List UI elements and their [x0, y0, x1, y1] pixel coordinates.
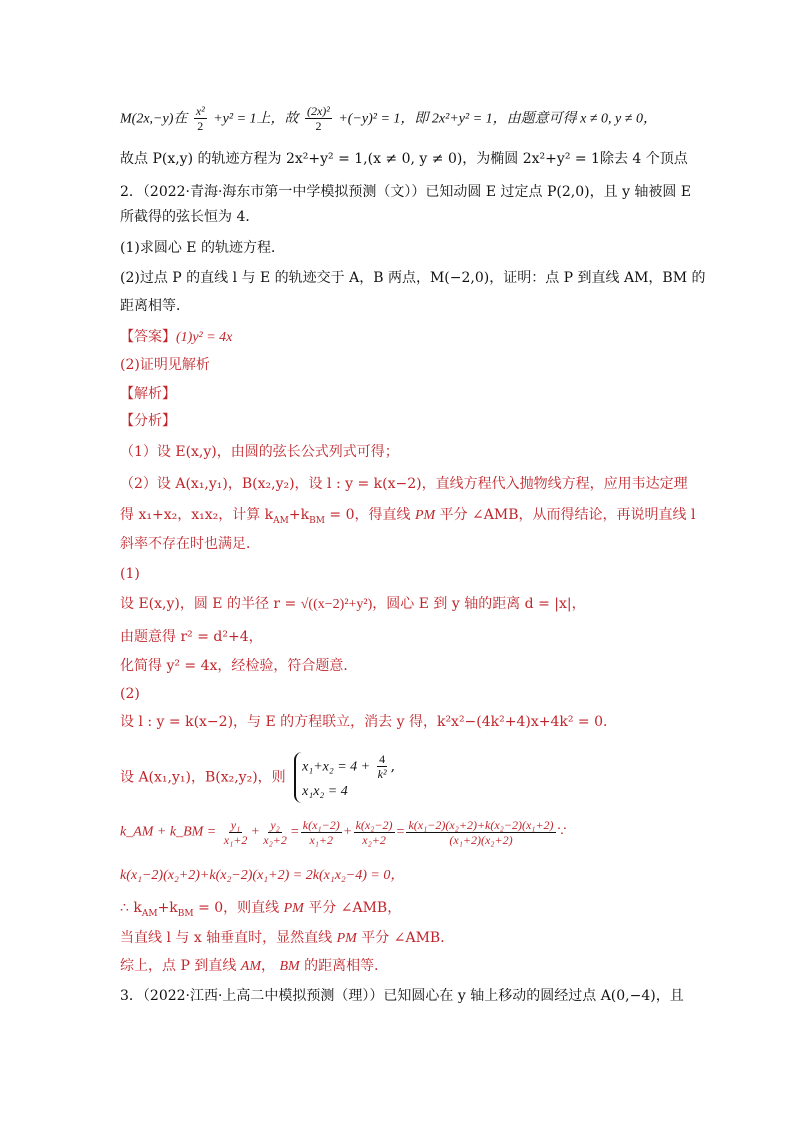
line-5: (1)求圆心 E 的轨迹方程．: [120, 240, 285, 256]
text-seg: ∴ k: [120, 900, 142, 916]
numerator: x²: [195, 104, 205, 118]
denominator: 2: [197, 119, 204, 133]
text-seg: = 0，得直线: [324, 507, 415, 523]
equation-system: [294, 752, 395, 803]
text-seg: PM: [283, 901, 304, 916]
denominator: k²: [377, 767, 387, 781]
fraction: [376, 752, 389, 781]
line-slope-sum: k_AM + k_BM = $\frac{\text{y₁}}{\text{x₁+2}}$ + $\frac{\text{y₂}}{\text{x₂+2}}$ = $\frac{\text{k(x₁−2)}}{\text{x₁+2}}$ + $\frac{\text{k(x₂−2)}}{\text{x₂+2}}$ = $\frac{\text{k(x₁−2)(x₂+2)+k(x₂−2)(x₁+2)}}{\text{(x₁+2)(x₂+2)}}$ ∵: [120, 818, 567, 847]
text-seg: +(−y)² = 1，即 2x²+y² = 1，由题意可得 x ≠ 0, y ≠ 0，: [338, 111, 657, 127]
subscript: AM: [141, 908, 158, 919]
numerator: 4: [379, 752, 386, 766]
line-4: 所截得的弦长恒为 4．: [120, 209, 260, 225]
line-24: [120, 898, 684, 924]
text-seg: 平分 ∠AMB，: [303, 900, 402, 916]
answer-label: 【答案】: [120, 329, 176, 345]
reasoning-label: 【分析】: [120, 413, 176, 429]
text-seg: k_AM + k_BM =: [120, 824, 217, 840]
line-21: 设 l : y = k(x−2)，与 E 的方程联立，消去 y 得，k²x²−(4k²+4)x+4k² = 0．: [120, 714, 618, 730]
text-seg: 当直线 l 与 x 轴垂直时，显然直线: [120, 930, 337, 946]
line-18: 由题意得 r² = d²+4，: [120, 629, 263, 645]
line-12: （1）设 E(x,y)，由圆的弦长公式列式可得；: [120, 444, 399, 460]
denominator: x₂+2: [362, 833, 386, 847]
numerator: (2x)²: [306, 104, 330, 118]
line-19: 化简得 y² = 4x，经检验，符合题意．: [120, 658, 358, 674]
text-seg: 平分 ∠AMB，从而得结论，再说明直线 l: [435, 507, 696, 523]
line-17: [120, 594, 684, 615]
denominator: x₁+2: [223, 833, 248, 847]
numerator: y₁: [230, 818, 241, 832]
fraction: [354, 818, 395, 847]
text-seg: BM: [279, 959, 300, 974]
line-13: （2）设 A(x₁,y₁)，B(x₂,y₂)，设 l : y = k(x−2)，直线方程代入抛物线方程，应用韦达定理: [120, 476, 688, 492]
text-seg: 平分 ∠AMB．: [356, 930, 455, 946]
text-seg: ，圆心 E 到 y 轴的距离 d = |x|，: [372, 596, 586, 612]
fraction: [305, 104, 332, 133]
fraction: [222, 818, 250, 847]
text-seg: +k: [288, 507, 310, 523]
fraction: [301, 818, 342, 847]
numerator: k(x₁−2): [302, 818, 340, 832]
numerator: k(x₁−2)(x₂+2)+k(x₂−2)(x₁+2): [408, 818, 554, 832]
line-2: 故点 P(x,y) 的轨迹方程为 2x²+y² = 1,(x ≠ 0, y ≠ 0)，为椭圆 2x²+y² = 1除去 4 个顶点: [120, 151, 688, 167]
part-2-label: (2): [120, 686, 140, 702]
text-seg: 综上，点 P 到直线: [120, 958, 241, 974]
text-seg: x₁+x₂ = 4 +: [302, 759, 374, 775]
line-23: k(x₁−2)(x₂+2)+k(x₂−2)(x₁+2) = 2k(x₁x₂−4) = 0，: [120, 868, 405, 883]
text-seg: 得 x₁+x₂，x₁x₂，计算 k: [120, 507, 274, 523]
line-6: (2)过点 P 的直线 l 与 E 的轨迹交于 A，B 两点，M(−2,0)，证明：点 P 到直线 AM，BM 的: [120, 270, 706, 286]
answer-line: [120, 327, 684, 348]
text-seg: +y² = 1上，故: [213, 111, 299, 127]
system-row: x₁x₂ = 4: [302, 784, 348, 799]
line-7: 距离相等．: [120, 298, 190, 314]
line-1: [120, 104, 684, 133]
fraction: [406, 818, 555, 847]
subscript: AM: [273, 515, 289, 526]
text-seg: +k: [157, 900, 178, 916]
line-26: [120, 956, 684, 977]
answer-2: (2)证明见解析: [120, 357, 210, 373]
text-seg: ∵: [557, 824, 567, 840]
denominator: x₂+2: [263, 833, 287, 847]
analysis-label: 【解析】: [120, 386, 176, 402]
text-seg: ，: [261, 958, 280, 974]
answer-1: (1)y² = 4x: [176, 330, 233, 345]
text-seg: M(2x,−y)在: [120, 111, 188, 127]
subscript: BM: [177, 908, 194, 919]
denominator: 2: [315, 119, 322, 133]
line-15: 斜率不存在时也满足．: [120, 536, 260, 552]
problem-2-heading: 2．（2022·青海·海东市第一中学模拟预测（文））已知动圆 E 过定点 P(2,0)，且 y 轴被圆 E: [120, 184, 692, 200]
radical: √((x−2)²+y²): [300, 597, 373, 612]
text-seg: PM: [336, 931, 357, 946]
problem-3-heading: 3．（2022·江西·上高二中模拟预测（理））已知圆心在 y 轴上移动的圆经过点 A(0,−4)，且: [120, 988, 684, 1004]
text-seg: 设 E(x,y)，圆 E 的半径 r =: [120, 596, 301, 612]
line-14: [120, 505, 696, 531]
fraction: [194, 104, 207, 133]
text-seg: 的距离相等．: [299, 958, 389, 974]
numerator: k(x₂−2): [355, 818, 393, 832]
line-22: [120, 752, 684, 808]
system-row: x₁+x₂ = 4 + $\frac{4}{\text{k²}}$ ,: [302, 752, 396, 781]
fraction: [261, 818, 289, 847]
part-1-label: (1): [120, 566, 140, 582]
text-seg: 设 A(x₁,y₁)，B(x₂,y₂)，则: [120, 769, 286, 786]
denominator: (x₁+2)(x₂+2): [449, 833, 513, 847]
text-seg: AM: [240, 959, 261, 974]
denominator: x₁+2: [309, 833, 334, 847]
text-seg: PM: [414, 508, 436, 523]
line-25: [120, 928, 684, 949]
numerator: y₂: [270, 818, 280, 832]
text-seg: = 0，则直线: [193, 900, 284, 916]
subscript: BM: [309, 515, 325, 526]
